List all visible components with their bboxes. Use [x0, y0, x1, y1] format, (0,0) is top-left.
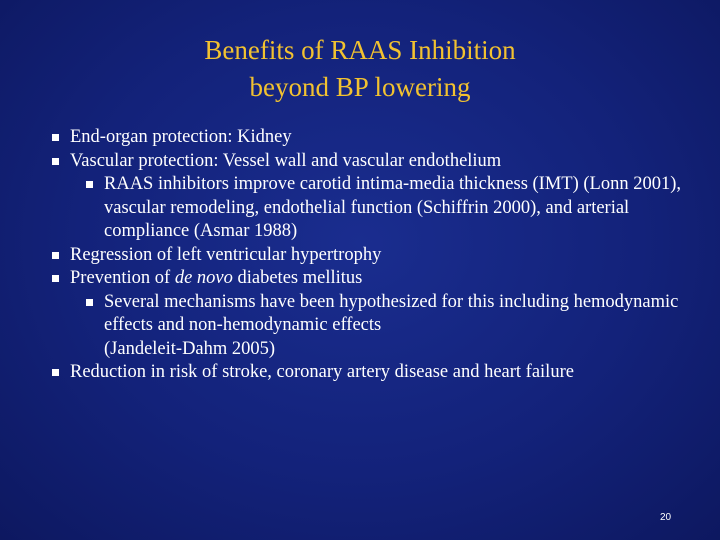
square-bullet-icon	[86, 299, 93, 306]
square-bullet-icon	[52, 158, 59, 165]
bullet-text: End-organ protection: Kidney	[70, 127, 292, 147]
sub-bullet-item-raas	[86, 173, 692, 244]
bullet-text-part: diabetes mellitus	[232, 268, 363, 288]
square-bullet-icon	[86, 181, 93, 188]
slide-title-line-1: Benefits of RAAS Inhibition	[204, 35, 516, 65]
slide-title	[0, 32, 720, 106]
bullet-text: Reduction in risk of stroke, coronary artery disease and heart failure	[70, 362, 574, 382]
bullet-item-vascular	[52, 150, 692, 174]
square-bullet-icon	[52, 275, 59, 282]
page-number: 20	[660, 512, 672, 523]
bullet-text: Regression of left ventricular hypertrophy	[70, 244, 382, 265]
bullet-text	[70, 267, 692, 291]
square-bullet-icon	[52, 134, 59, 141]
sub-bullet-text: RAAS inhibitors improve carotid intima-media thickness (IMT) (Lonn 2001), vascular remodeling, endothelial function (Schiffrin 2000), and arterial compliance (Asmar 1988)	[104, 174, 681, 241]
bullet-text-part: Prevention of	[70, 268, 175, 288]
bullet-list	[52, 126, 692, 385]
square-bullet-icon	[52, 252, 59, 259]
sub-bullet-item-mechanisms	[86, 291, 692, 362]
bullet-item-diabetes	[52, 267, 692, 291]
bullet-text-italic: de novo	[174, 268, 233, 288]
bullet-item-stroke	[52, 361, 692, 385]
square-bullet-icon	[52, 369, 59, 376]
slide-title-line-2: beyond BP lowering	[249, 72, 471, 102]
bullet-text: Vascular protection: Vessel wall and vascular endothelium	[70, 150, 502, 171]
sub-bullet-citation: (Jandeleit-Dahm 2005)	[104, 338, 276, 359]
sub-bullet-text: Several mechanisms have been hypothesized for this including hemodynamic effects and non-hemodynamic effects	[104, 291, 679, 335]
bullet-item-kidney	[52, 126, 692, 150]
bullet-item-lvh	[52, 244, 692, 268]
